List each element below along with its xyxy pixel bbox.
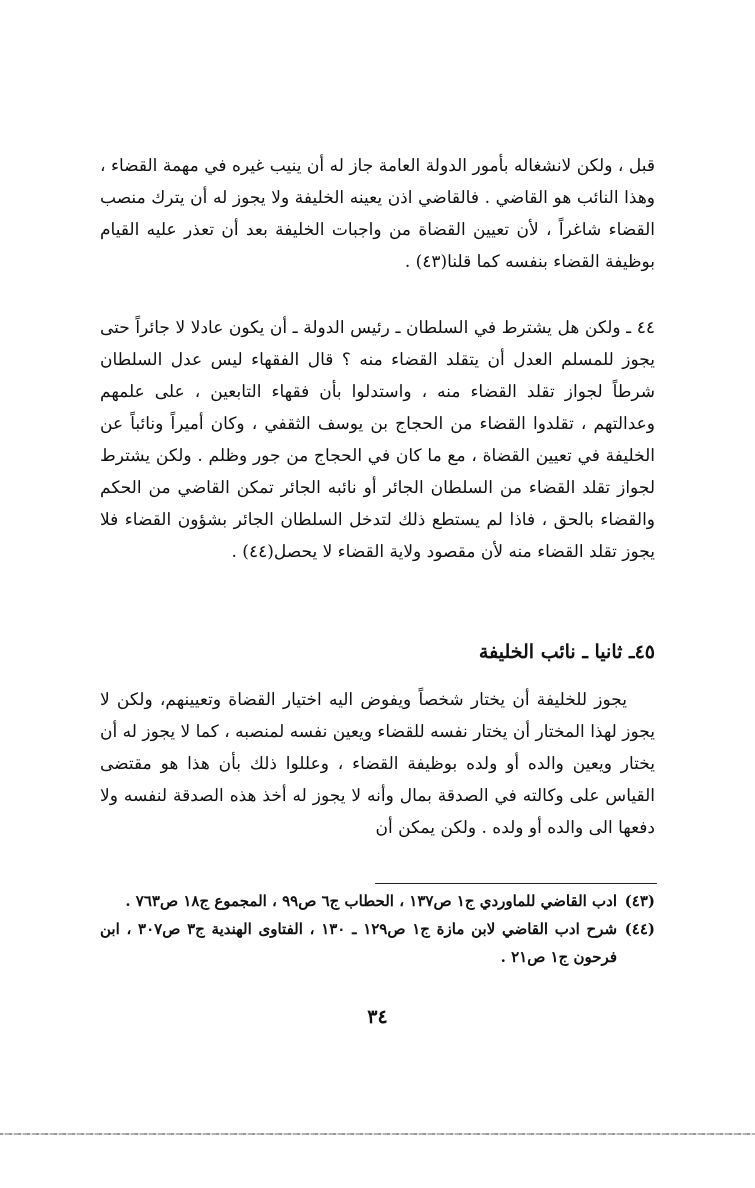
section-heading: ٤٥ـ ثانيا ـ نائب الخليفة — [478, 641, 655, 663]
footnote-number: (٤٤) — [624, 920, 655, 938]
footnote-text: شرح ادب القاضي لابن مازة ج١ ص١٢٩ ـ ١٣٠ ، الفتاوى الهندية ج٣ ص٣٠٧ ، ابن فرحون ج١ ص٢١ . — [100, 920, 618, 966]
paragraph-text: يجوز للخليفة أن يختار شخصاً ويفوض اليه اختيار القضاة وتعيينهم، ولكن لا يجوز لهذا المختار أن يختار نفسه للقضاء ويعين نفسه لمنصبه ، كما لا يجوز له أن يختار ويعين والده أو ولده بوظيفة القضاء ، وعللوا ذلك بأن هذا هو مقتضى القياس على وكالته في الصدقة بمال وأنه لا يجوز له أخذ هذه الصدقة لنفسه ولا دفعها الى والده أو ولده . ولكن يمكن أن — [100, 690, 655, 838]
footnote-number: (٤٣) — [624, 892, 655, 910]
paragraph-section-44 — [100, 312, 655, 568]
paragraph-text: قبل ، ولكن لانشغاله بأمور الدولة العامة جاز له أن ينيب غيره في مهمة القضاء ، وهذا النائب هو القاضي . فالقاضي اذن يعينه الخليفة ولا يجوز له أن يترك منصب القضاء شاغراً ، لأن تعيين القضاة من واجبات الخليفة بعد أن تعذر عليه القيام بوظيفة القضاء بنفسه كما قلنا(٤٣) . — [100, 156, 655, 272]
footnote-divider — [375, 883, 657, 884]
footnotes — [100, 887, 655, 971]
page-number: ٣٤ — [367, 1006, 388, 1028]
page-edge-line — [0, 1133, 755, 1135]
paragraph-section-45 — [100, 684, 655, 844]
paragraph-text: ٤٤ ـ ولكن هل يشترط في السلطان ـ رئيس الدولة ـ أن يكون عادلا لا جائراً حتى يجوز للمسلم العدل أن يتقلد القضاء منه ؟ قال الفقهاء ليس عدل السلطان شرطاً لجواز تقلد القضاء منه ، واستدلوا بأن فقهاء التابعين ، على علمهم وعدالتهم ، تقلدوا القضاء من الحجاج بن يوسف الثقفي ، وكان أميراً ونائباً عن الخليفة في تعيين القضاة ، مع ما كان في الحجاج من جور وظلم . ولكن يشترط لجواز تقلد القضاء من السلطان الجائر أو نائبه الجائر تمكن القاضي من الحكم والقضاء بالحق ، فاذا لم يستطع ذلك لتدخل السلطان الجائر بشؤون القضاء فلا يجوز تقلد القضاء منه لأن مقصود ولاية القضاء لا يحصل(٤٤) . — [100, 318, 655, 562]
footnote-44 — [100, 915, 655, 971]
footnote-text: ادب القاضي للماوردي ج١ ص١٣٧ ، الحطاب ج٦ ص٩٩ ، المجموع ج١٨ ص٧٦٣ . — [125, 892, 617, 910]
paragraph-continued — [100, 150, 655, 278]
footnote-43 — [100, 887, 655, 915]
